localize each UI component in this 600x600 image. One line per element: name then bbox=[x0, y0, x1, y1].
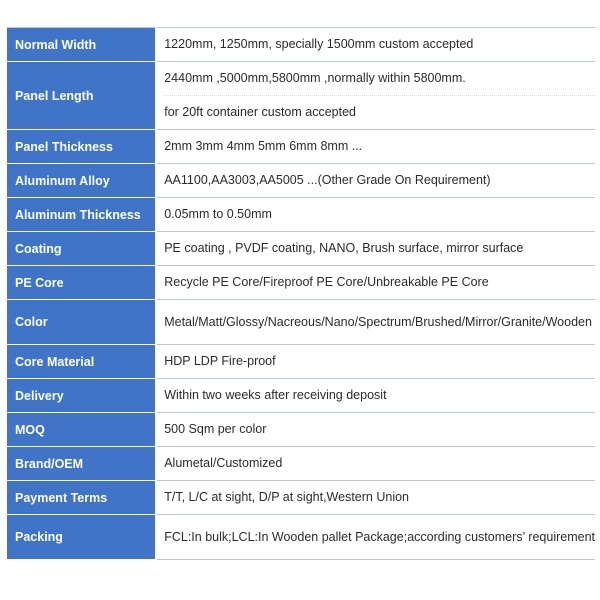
spec-label: Core Material bbox=[7, 345, 157, 379]
spec-row bbox=[7, 130, 595, 164]
spec-value bbox=[157, 232, 595, 266]
spec-value-line: Within two weeks after receiving deposit bbox=[164, 388, 387, 402]
spec-value bbox=[157, 345, 595, 379]
spec-row bbox=[7, 413, 595, 447]
spec-value bbox=[157, 27, 595, 62]
spec-value bbox=[157, 266, 595, 300]
spec-value bbox=[157, 481, 595, 515]
spec-row bbox=[7, 198, 595, 232]
spec-label: Panel Thickness bbox=[7, 130, 157, 164]
spec-label: Delivery bbox=[7, 379, 157, 413]
spec-table bbox=[7, 27, 595, 560]
spec-label: Packing bbox=[7, 515, 157, 560]
spec-value bbox=[157, 164, 595, 198]
spec-value-line: PE coating , PVDF coating, NANO, Brush surface, mirror surface bbox=[164, 241, 524, 255]
spec-value-line: Metal/Matt/Glossy/Nacreous/Nano/Spectrum/Brushed/Mirror/Granite/Wooden bbox=[164, 315, 592, 329]
spec-label: Panel Length bbox=[7, 62, 157, 130]
spec-value bbox=[157, 447, 595, 481]
spec-label: Color bbox=[7, 300, 157, 345]
spec-value-line: Recycle PE Core/Fireproof PE Core/Unbreakable PE Core bbox=[164, 275, 489, 289]
spec-value bbox=[157, 413, 595, 447]
spec-row bbox=[7, 300, 595, 345]
spec-value bbox=[157, 130, 595, 164]
spec-row bbox=[7, 345, 595, 379]
spec-label: PE Core bbox=[7, 266, 157, 300]
spec-value-line: AA1100,AA3003,AA5005 ...(Other Grade On Requirement) bbox=[164, 173, 491, 187]
spec-label: Brand/OEM bbox=[7, 447, 157, 481]
spec-table-body bbox=[7, 27, 595, 560]
spec-value-line: 2440mm ,5000mm,5800mm ,normally within 5800mm. bbox=[164, 62, 595, 96]
spec-label: Payment Terms bbox=[7, 481, 157, 515]
spec-row bbox=[7, 481, 595, 515]
spec-value-line: 1220mm, 1250mm, specially 1500mm custom accepted bbox=[164, 37, 474, 51]
spec-label: Aluminum Thickness bbox=[7, 198, 157, 232]
spec-row bbox=[7, 62, 595, 130]
spec-label: Normal Width bbox=[7, 27, 157, 62]
spec-label: MOQ bbox=[7, 413, 157, 447]
spec-value-line: 2mm 3mm 4mm 5mm 6mm 8mm ... bbox=[164, 139, 363, 153]
spec-row bbox=[7, 27, 595, 62]
spec-row bbox=[7, 232, 595, 266]
spec-value bbox=[157, 198, 595, 232]
spec-row bbox=[7, 164, 595, 198]
spec-label: Aluminum Alloy bbox=[7, 164, 157, 198]
spec-label: Coating bbox=[7, 232, 157, 266]
spec-value bbox=[157, 62, 595, 130]
spec-row bbox=[7, 266, 595, 300]
spec-row bbox=[7, 379, 595, 413]
spec-value-line: for 20ft container custom accepted bbox=[164, 105, 356, 119]
spec-value bbox=[157, 300, 595, 345]
spec-value bbox=[157, 515, 595, 560]
spec-value-line: 0.05mm to 0.50mm bbox=[164, 207, 272, 221]
spec-value-line: 500 Sqm per color bbox=[164, 422, 267, 436]
spec-row bbox=[7, 447, 595, 481]
spec-value bbox=[157, 379, 595, 413]
spec-row bbox=[7, 515, 595, 560]
spec-value-line: HDP LDP Fire-proof bbox=[164, 354, 276, 368]
spec-value-line: T/T, L/C at sight, D/P at sight,Western Union bbox=[164, 490, 410, 504]
spec-value-line: FCL:In bulk;LCL:In Wooden pallet Package;according customers’ requirement bbox=[164, 530, 595, 544]
spec-value-line: Alumetal/Customized bbox=[164, 456, 283, 470]
